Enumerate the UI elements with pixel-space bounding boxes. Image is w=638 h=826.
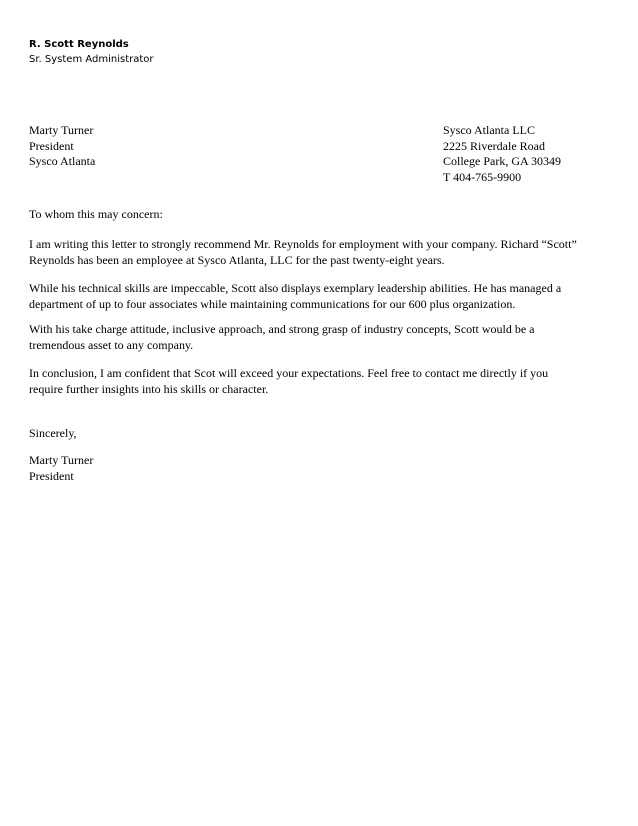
recipient-company: Sysco Atlanta xyxy=(29,154,96,168)
paragraph-line: I am writing this letter to strongly recommend Mr. Reynolds for employment with your company. Richard “Scott” xyxy=(29,237,577,251)
recipient-title: President xyxy=(29,138,74,153)
body-paragraph xyxy=(29,237,619,268)
paragraph-line: department of up to four associates while maintaining communications for our 600 plus organization. xyxy=(29,296,516,311)
paragraph-line: require further insights into his skills or character. xyxy=(29,381,269,396)
recipient-block xyxy=(29,123,95,170)
signature-title: President xyxy=(29,468,74,483)
paragraph-line: Reynolds has been an employee at Sysco Atlanta, LLC for the past twenty-eight years. xyxy=(29,252,445,267)
company-street: 2225 Riverdale Road xyxy=(443,138,545,153)
body-paragraph xyxy=(29,366,619,397)
closing: Sincerely, xyxy=(29,426,77,440)
paragraph-line: While his technical skills are impeccable, Scott also displays exemplary leadership abilities. He has managed a xyxy=(29,281,562,295)
paragraph-line: tremendous asset to any company. xyxy=(29,337,194,352)
company-address-block xyxy=(443,123,561,185)
body-paragraph xyxy=(29,322,619,353)
signature-name: Marty Turner xyxy=(29,453,94,467)
body-paragraph xyxy=(29,281,619,312)
signature-block xyxy=(29,453,93,484)
company-name: Sysco Atlanta LLC xyxy=(443,123,535,137)
sender-title: Sr. System Administrator xyxy=(29,54,154,65)
paragraph-line: In conclusion, I am confident that Scot will exceed your expectations. Feel free to contact me directly if you xyxy=(29,366,549,380)
recipient-name: Marty Turner xyxy=(29,123,94,137)
company-phone: T 404-765-9900 xyxy=(443,169,522,184)
company-city: College Park, GA 30349 xyxy=(443,154,561,168)
paragraph-line: With his take charge attitude, inclusive approach, and strong grasp of industry concepts, Scott would be a xyxy=(29,322,535,336)
sender-name: R. Scott Reynolds xyxy=(29,39,129,50)
salutation: To whom this may concern: xyxy=(29,207,163,221)
